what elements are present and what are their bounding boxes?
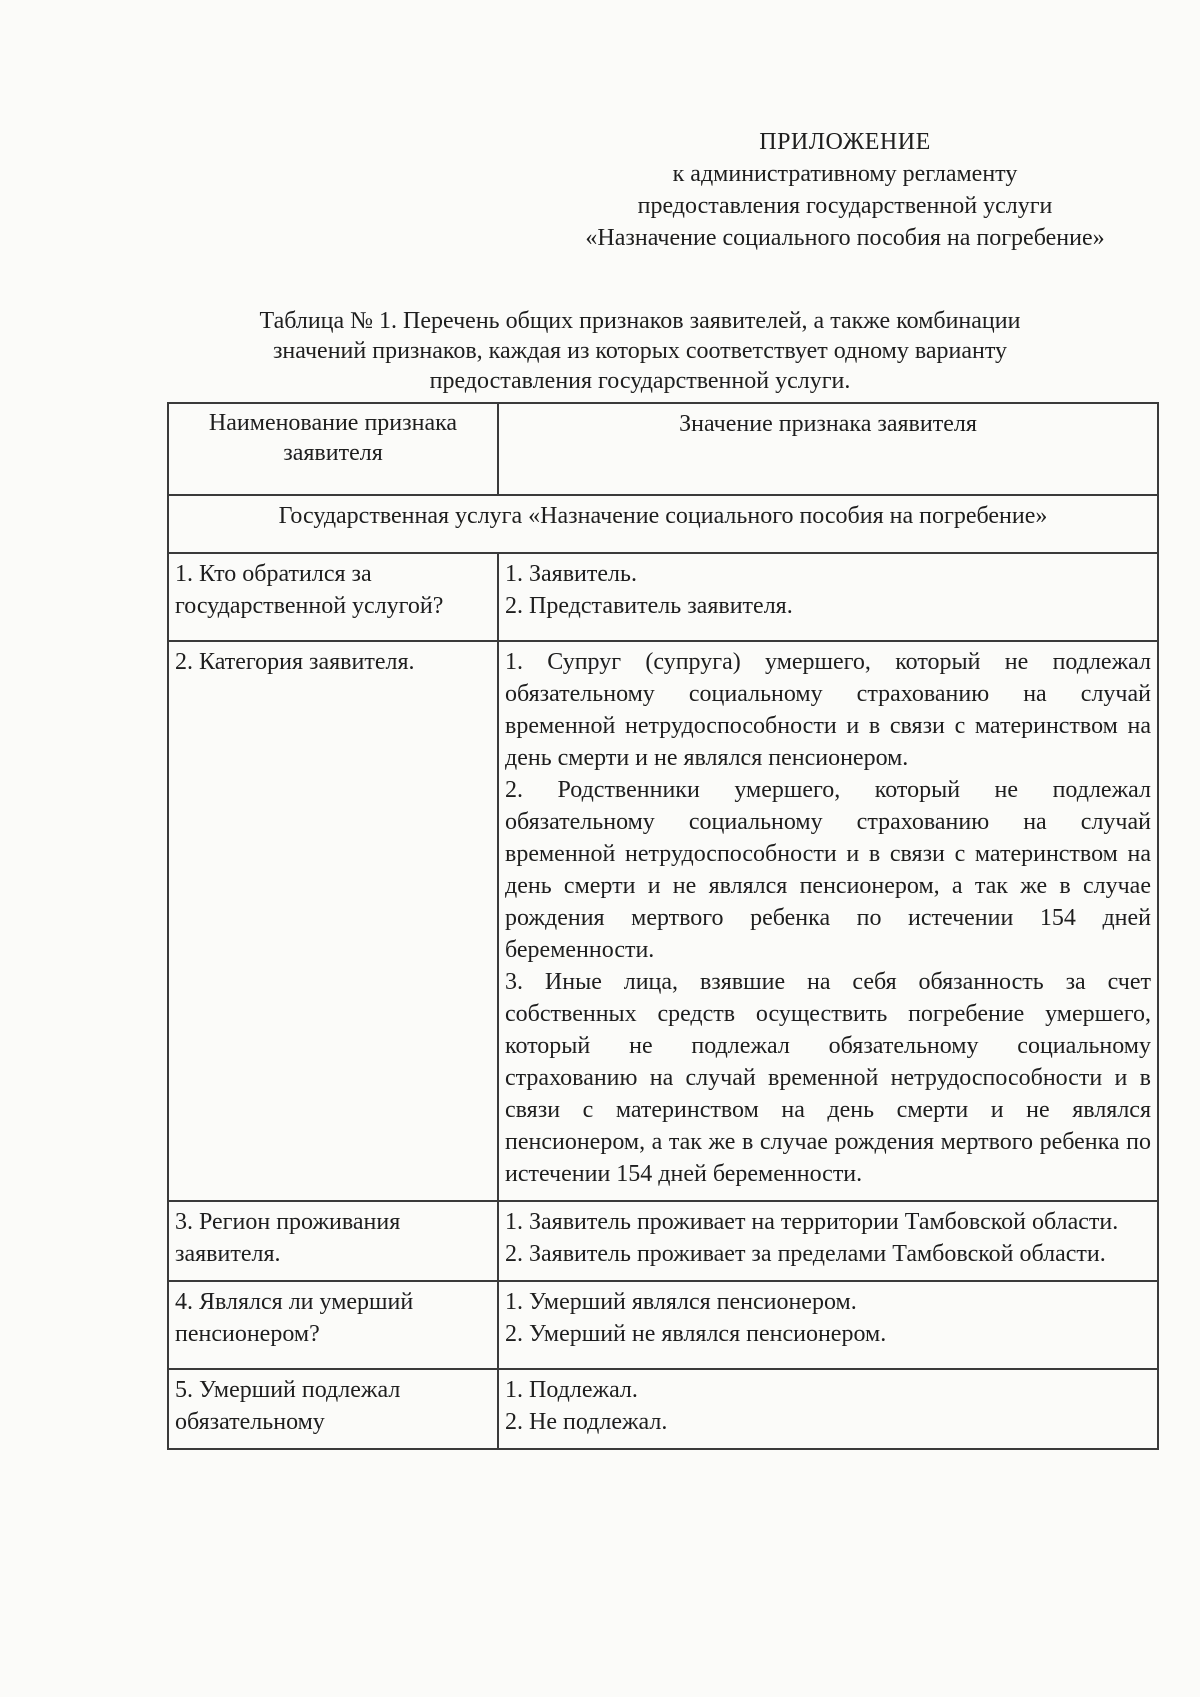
value-item: 2. Заявитель проживает за пределами Тамбовской области.: [505, 1241, 1106, 1267]
value-item: 2. Родственники умершего, который не подлежал обязательному социальному страхованию на случай временной нетрудоспособности и в связи с материнством на день смерти и не являлся пенсионером, а так же в случае рождения мертвого ребенка по истечении 154 дней беременности.: [505, 777, 1151, 963]
value-cell: [498, 1201, 1158, 1281]
table-row: [168, 1369, 1158, 1449]
applicant-attributes-table: [167, 402, 1159, 1450]
value-item: 1. Супруг (супруга) умершего, который не подлежал обязательному социальному страхованию на случай временной нетрудоспособности и в связи с материнством на день смерти и не являлся пенсионером.: [505, 649, 1151, 771]
table-row: [168, 1281, 1158, 1369]
table-row: [168, 553, 1158, 641]
value-item: 1. Подлежал.: [505, 1377, 638, 1403]
appendix-line: предоставления государственной услуги: [637, 193, 1053, 219]
value-item: 2. Не подлежал.: [505, 1409, 668, 1435]
attribute-cell: 1. Кто обратился за государственной услугой?: [168, 553, 498, 641]
table-row: [168, 1201, 1158, 1281]
attribute-cell: 4. Являлся ли умерший пенсионером?: [168, 1281, 498, 1369]
caption-line: значений признаков, каждая из которых соответствует одному варианту: [272, 338, 1008, 364]
value-cell: [498, 553, 1158, 641]
service-row: [168, 495, 1158, 553]
value-item: 1. Умерший являлся пенсионером.: [505, 1289, 857, 1315]
value-item: 3. Иные лица, взявшие на себя обязанность за счет собственных средств осуществить погребение умершего, который не подлежал обязательному социальному страхованию на случай временной нетрудоспособности и в связи с материнством на день смерти и не являлся пенсионером, а так же в случае рождения мертвого ребенка по истечении 154 дней беременности.: [505, 969, 1151, 1187]
value-cell: [498, 641, 1158, 1201]
table-row: [168, 641, 1158, 1201]
value-item: 1. Заявитель проживает на территории Тамбовской области.: [505, 1209, 1119, 1235]
table-header-row: [168, 403, 1158, 495]
caption-line: предоставления государственной услуги.: [429, 368, 851, 394]
service-name: Государственная услуга «Назначение социального пособия на погребение»: [168, 495, 1158, 553]
appendix-title: ПРИЛОЖЕНИЕ: [759, 129, 931, 155]
value-cell: [498, 1369, 1158, 1449]
attribute-cell: 3. Регион проживания заявителя.: [168, 1201, 498, 1281]
attribute-cell: 5. Умерший подлежал обязательному: [168, 1369, 498, 1449]
value-item: 2. Представитель заявителя.: [505, 593, 793, 619]
value-item: 2. Умерший не являлся пенсионером.: [505, 1321, 887, 1347]
appendix-line: к административному регламенту: [672, 161, 1018, 187]
appendix-line: «Назначение социального пособия на погребение»: [585, 225, 1105, 251]
table-caption: [200, 306, 1080, 396]
value-cell: [498, 1281, 1158, 1369]
appendix-header: [545, 126, 1145, 254]
column-header-value: Значение признака заявителя: [498, 403, 1158, 495]
attribute-cell: 2. Категория заявителя.: [168, 641, 498, 1201]
caption-line: Таблица № 1. Перечень общих признаков заявителей, а также комбинации: [259, 308, 1021, 334]
value-item: 1. Заявитель.: [505, 561, 637, 587]
column-header-attribute: Наименование признака заявителя: [168, 403, 498, 495]
